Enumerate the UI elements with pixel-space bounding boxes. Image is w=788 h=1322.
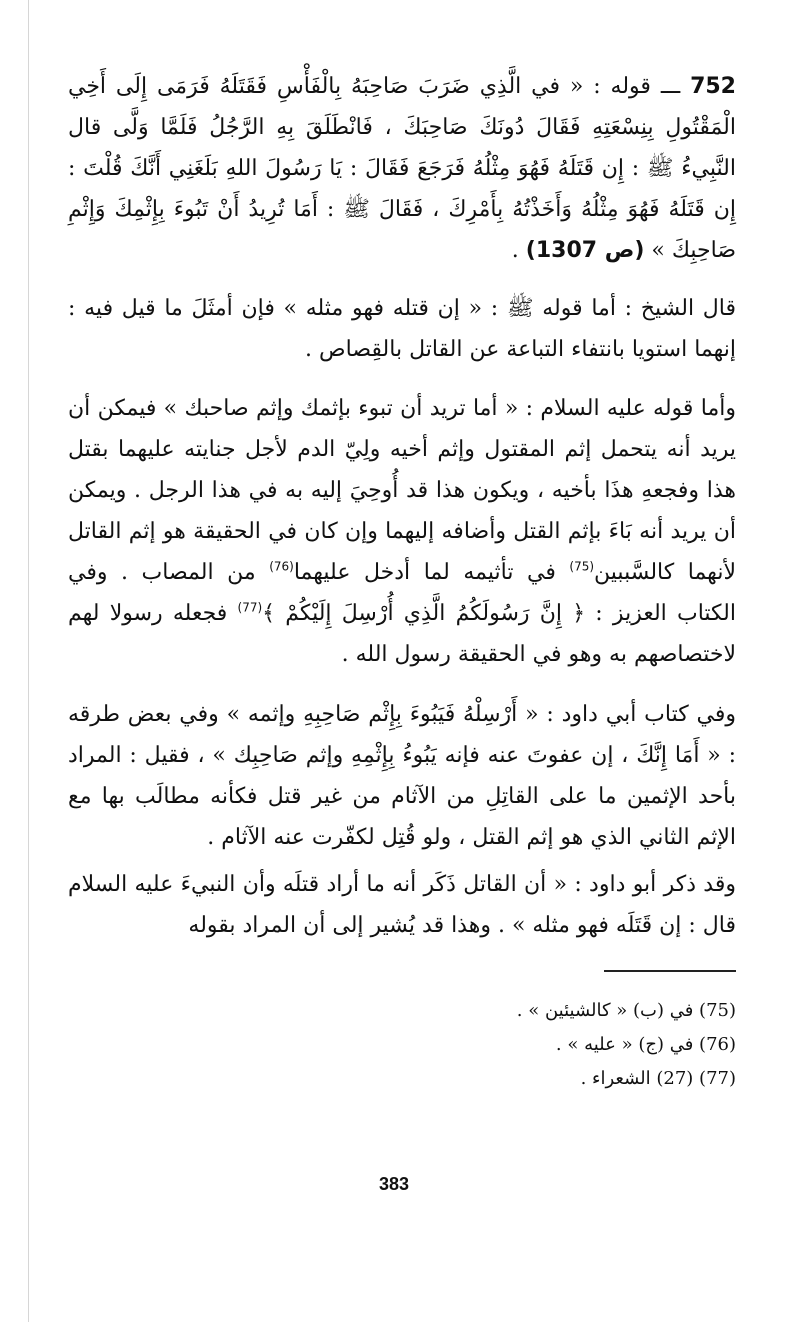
footnote-ref-77[interactable]: (77) — [237, 600, 263, 615]
paragraph-sheikh-comment — [68, 288, 736, 370]
footnote-ref-76[interactable]: (76) — [269, 559, 294, 574]
explanation-text-b: في تأثيمه لما أدخل عليهما — [293, 560, 570, 585]
explanation-text-a: وأما قوله عليه السلام : « أما تريد أن تبوء بإثمك وإثم صاحبك » فيمكن أن يريد أنه يتحمل إثم المقتول وإثم أخيه ولِيّ الدم لأجل جنايته عليهما بقتل هذا وفجعهِ هذَا بأخيه ، ويكون هذا قد أُوحِيَ إليه به في هذا الرجل . ويمكن أن يريد أنه بَاءَ بإثم القتل وأضافه إليهما وإن كان في الحقيقة هو إثم القاتل لأنهما كالسَّببين — [68, 396, 736, 585]
footnote-divider — [604, 970, 736, 972]
paragraph-abu-dawud — [68, 694, 736, 858]
item-number: 752 — [690, 74, 736, 99]
page-number: 383 — [378, 1174, 410, 1194]
explanation-text-d: فجعله رسولا لهم لاختصاصهم به وهو في الحقيقة رسول الله . — [68, 601, 736, 667]
paragraph-abu-dawud-mention — [68, 864, 736, 946]
sentence-end: . — [511, 238, 526, 263]
footnotes — [68, 994, 736, 1096]
footnote-75: (75) في (ب) « كالشيئين » . — [516, 1000, 736, 1021]
paragraph-hadith-752 — [68, 66, 736, 271]
footnote-77: (77) (27) الشعراء . — [580, 1068, 736, 1089]
hadith-text: ـــ قوله : « في الَّذِي ضَرَبَ صَاحِبَهُ بِالْفَأْسِ فَقَتَلَهُ فَرَمَى إِلَى أَخِي الْمَقْتُولِ بِنِسْعَتِهِ فَقَالَ دُونَكَ صَاحِبَكَ ، فَانْطَلَقَ بِهِ الرَّجُلُ فَلَمَّا وَلَّى قال النَّبِيءُ ﷺ : إِن قَتَلَهُ فَهُوَ مِثْلُهُ فَرَجَعَ فَقَالَ : يَا رَسُولَ اللهِ بَلَغَنِي أَنَّكَ قُلْتَ : إِن قَتَلَهُ فَهُوَ مِثْلُهُ وَأَخَذْتُهُ بِأَمْرِكَ ، فَقَالَ ﷺ : أَمَا تُرِيدُ أَنْ تَبُوءَ بِإِثْمِكَ وَإِثْمِ صَاحِبِكَ » — [68, 74, 736, 263]
paragraph-explanation — [68, 388, 736, 675]
abu-dawud-mention-text: وقد ذكر أبو داود : « أن القاتل ذَكَر أنه ما أراد قتلَه وأن النبيءَ عليه السلام قال : إن قَتَلَه فهو مثله » . وهذا قد يُشير إلى أن المراد بقوله — [68, 872, 736, 938]
footnote-76: (76) في (ج) « عليه » . — [555, 1034, 736, 1055]
page-reference: (ص 1307) — [525, 238, 645, 263]
commentary-text: قال الشيخ : أما قوله ﷺ : « إن قتله فهو مثله » فإن أمثَلَ ما قيل فيه : إنهما استويا بانتفاء التباعة عن القاتل بالقِصاص . — [68, 296, 736, 362]
abu-dawud-text: وفي كتاب أبي داود : « أَرْسِلْهُ فَيَبُوءَ بِإِثْم صَاحِبِهِ وإثمه » وفي بعض طرقه : « أَمَا إِنَّكَ ، إن عفوتَ عنه فإنه يَبُوءُ بِإِثْمِهِ وإثم صَاحِبِك » ، فقيل : المراد بأحد الإثمين ما على القاتِلِ من الآثام من غير قتل فكأنه مطالَب بها مع الإثم الثاني الذي هو إثم القتل ، ولو قُتِل لكفّرت عنه الآثام . — [68, 702, 736, 850]
page-edge-line — [28, 0, 29, 1322]
footnote-ref-75[interactable]: (75) — [569, 559, 595, 574]
explanation-text-c: من المصاب . وفي الكتاب العزيز : ﴿ إِنَّ رَسُولَكُمُ الَّذِي أُرْسِلَ إِلَيْكُمْ ﴾ — [68, 560, 736, 626]
